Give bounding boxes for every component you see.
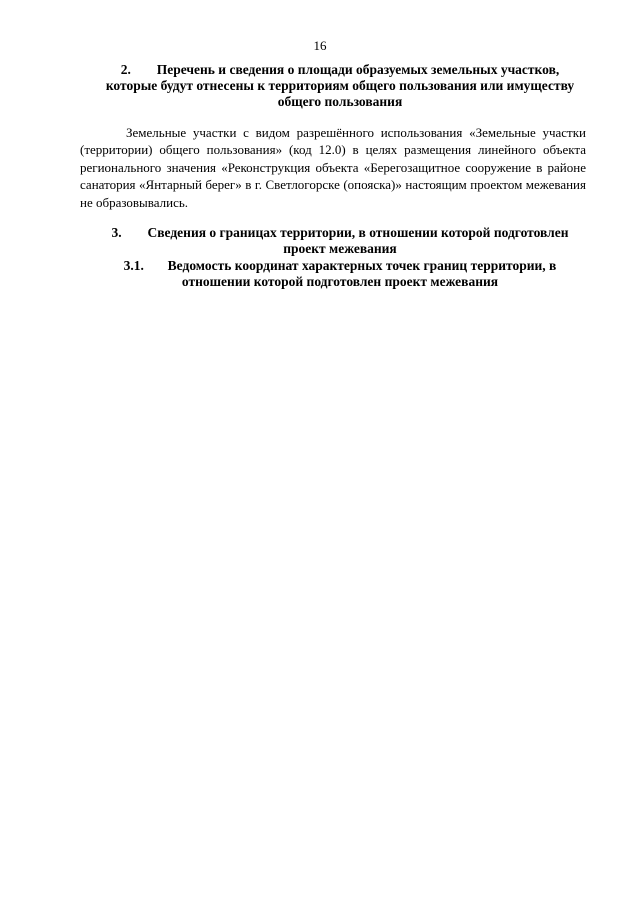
section-3-heading (95, 225, 585, 257)
page-number: 16 (313, 38, 327, 53)
section-3-number: 3. (111, 225, 122, 240)
section-3-title-line-2: проект межевания (283, 241, 397, 256)
section-2-title-line-3: общего пользования (277, 94, 403, 109)
section-3-title-text-1: Сведения о границах территории, в отношении которой подготовлен (147, 225, 569, 240)
body-paragraph: Земельные участки с видом разрешённого использования «Земельные участки (территории) общего пользования» (код 12.0) в целях размещения линейного объекта регионального значения «Реконструкция объекта «Берегозащитное сооружение в районе санатория «Янтарный берег» в г. Светлогорске (опояска)» настоящим проектом межевания не образовывались. (80, 125, 586, 210)
section-3-1-title-line-2: отношении которой подготовлен проект межевания (181, 274, 499, 289)
section-2-title-line-1 (95, 62, 585, 78)
section-2-heading (95, 62, 585, 110)
section-2-title-line-2: которые будут отнесены к территориям общего пользования или имуществу (105, 78, 575, 93)
section-3-1-title-line-1 (95, 258, 585, 274)
section-3-1-heading (95, 258, 585, 290)
section-3-1-title-text-1: Ведомость координат характерных точек границ территории, в (167, 258, 557, 273)
section-3-title-line-1 (95, 225, 585, 241)
section-2-number: 2. (120, 62, 131, 77)
section-2-title-text-1: Перечень и сведения о площади образуемых земельных участков, (156, 62, 560, 77)
section-3-1-number: 3.1. (123, 258, 144, 273)
